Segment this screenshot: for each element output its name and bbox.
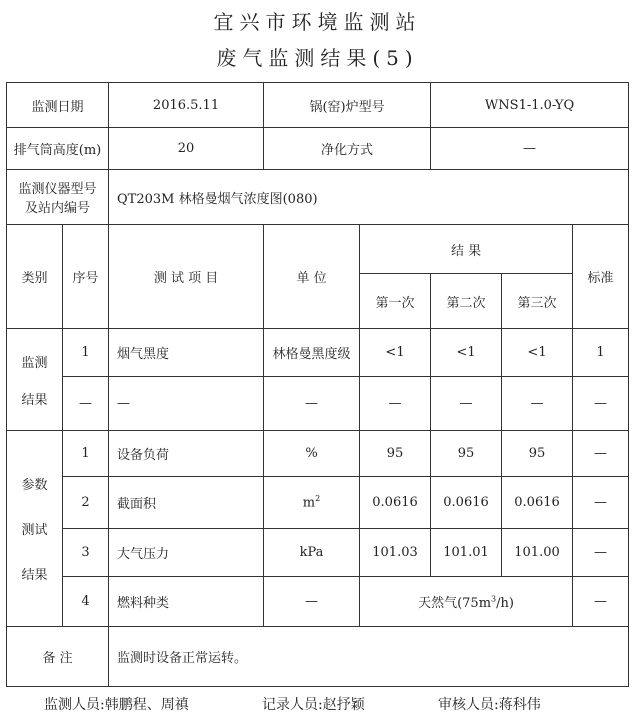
stack-row — [7, 128, 629, 170]
row-r1: — — [360, 377, 431, 431]
purify-value: — — [431, 128, 629, 170]
row-seq: 2 — [63, 477, 109, 529]
row-std: — — [573, 377, 629, 431]
row-seq: 3 — [63, 529, 109, 577]
row-unit — [264, 477, 360, 529]
row-unit: — — [264, 377, 360, 431]
stack-value: 20 — [109, 128, 264, 170]
row-r2: — — [431, 377, 502, 431]
param-label-line2: 测试 — [21, 523, 48, 538]
monitor-group-label — [7, 329, 63, 431]
row-std: — — [573, 477, 629, 529]
row-std: — — [573, 529, 629, 577]
col-standard: 标准 — [573, 225, 629, 329]
report-subtitle: 废气监测结果(5) — [216, 46, 419, 70]
col-first: 第一次 — [360, 274, 431, 329]
col-seq: 序号 — [63, 225, 109, 329]
monitor-label-line2: 结果 — [21, 392, 48, 408]
instrument-label-line2: 及站内编号 — [25, 201, 91, 216]
date-label: 监测日期 — [7, 83, 109, 128]
date-value: 2016.5.11 — [109, 83, 264, 128]
row-r2: 95 — [431, 431, 502, 477]
signature-footer — [0, 694, 635, 718]
col-second: 第二次 — [431, 274, 502, 329]
col-category: 类别 — [7, 225, 63, 329]
notes-label: 备 注 — [7, 627, 109, 687]
monitor-staff: 监测人员:韩鹏程、周禛 — [44, 697, 189, 713]
boiler-label: 锅(窑)炉型号 — [264, 83, 431, 128]
fuel-text-a: 天然气(75m — [418, 596, 492, 611]
instrument-label-line1: 监测仪器型号 — [18, 182, 97, 197]
row-item: — — [109, 377, 264, 431]
row-std: — — [573, 577, 629, 627]
purify-label: 净化方式 — [264, 128, 431, 170]
row-r1: <1 — [360, 329, 431, 377]
param-label-line3: 结果 — [21, 568, 48, 583]
instrument-label — [7, 170, 109, 225]
param-label-line1: 参数 — [21, 478, 48, 493]
row-unit: % — [264, 431, 360, 477]
monitor-label-line1: 监测 — [21, 355, 48, 371]
col-unit: 单 位 — [264, 225, 360, 329]
table-row — [7, 477, 629, 529]
date-row — [7, 83, 629, 128]
table-row — [7, 431, 629, 477]
col-result: 结 果 — [360, 225, 573, 274]
reviewer-staff: 审核人员:蒋科伟 — [438, 697, 541, 713]
table-row — [7, 377, 629, 431]
row-item: 大气压力 — [109, 529, 264, 577]
row-seq: — — [63, 377, 109, 431]
station-title: 宜兴市环境监测站 — [213, 10, 422, 34]
row-unit: kPa — [264, 529, 360, 577]
row-unit: 林格曼黑度级 — [264, 329, 360, 377]
results-table — [6, 82, 629, 687]
notes-text: 监测时设备正常运转。 — [109, 627, 629, 687]
row-r2: 101.01 — [431, 529, 502, 577]
stack-label: 排气筒高度(m) — [7, 128, 109, 170]
recorder-staff: 记录人员:赵抒颖 — [262, 697, 365, 713]
param-group-label — [7, 431, 63, 627]
row-r2: <1 — [431, 329, 502, 377]
header-row-1 — [7, 225, 629, 274]
boiler-value: WNS1-1.0-YQ — [431, 83, 629, 128]
table-row — [7, 529, 629, 577]
row-std: — — [573, 431, 629, 477]
fuel-text-b: /h) — [496, 596, 514, 611]
row-r1: 0.0616 — [360, 477, 431, 529]
row-r3: 101.00 — [502, 529, 573, 577]
row-r2: 0.0616 — [431, 477, 502, 529]
row-seq: 1 — [63, 431, 109, 477]
notes-row — [7, 627, 629, 687]
row-item: 设备负荷 — [109, 431, 264, 477]
row-item: 燃料种类 — [109, 577, 264, 627]
row-unit: — — [264, 577, 360, 627]
row-seq: 1 — [63, 329, 109, 377]
row-std: 1 — [573, 329, 629, 377]
col-item: 测 试 项 目 — [109, 225, 264, 329]
table-row — [7, 329, 629, 377]
row-r3: — — [502, 377, 573, 431]
instrument-row — [7, 170, 629, 225]
table-row — [7, 577, 629, 627]
row-item: 截面积 — [109, 477, 264, 529]
row-item: 烟气黑度 — [109, 329, 264, 377]
row-r1: 101.03 — [360, 529, 431, 577]
instrument-value: QT203M 林格曼烟气浓度图(080) — [109, 170, 629, 225]
row-r3: <1 — [502, 329, 573, 377]
row-r3: 0.0616 — [502, 477, 573, 529]
unit-text: m — [302, 495, 316, 511]
fuel-exponent: 3 — [491, 594, 497, 604]
row-seq: 4 — [63, 577, 109, 627]
row-r3: 95 — [502, 431, 573, 477]
fuel-value — [360, 577, 573, 627]
col-third: 第三次 — [502, 274, 573, 329]
unit-exponent: 2 — [315, 494, 321, 504]
row-r1: 95 — [360, 431, 431, 477]
